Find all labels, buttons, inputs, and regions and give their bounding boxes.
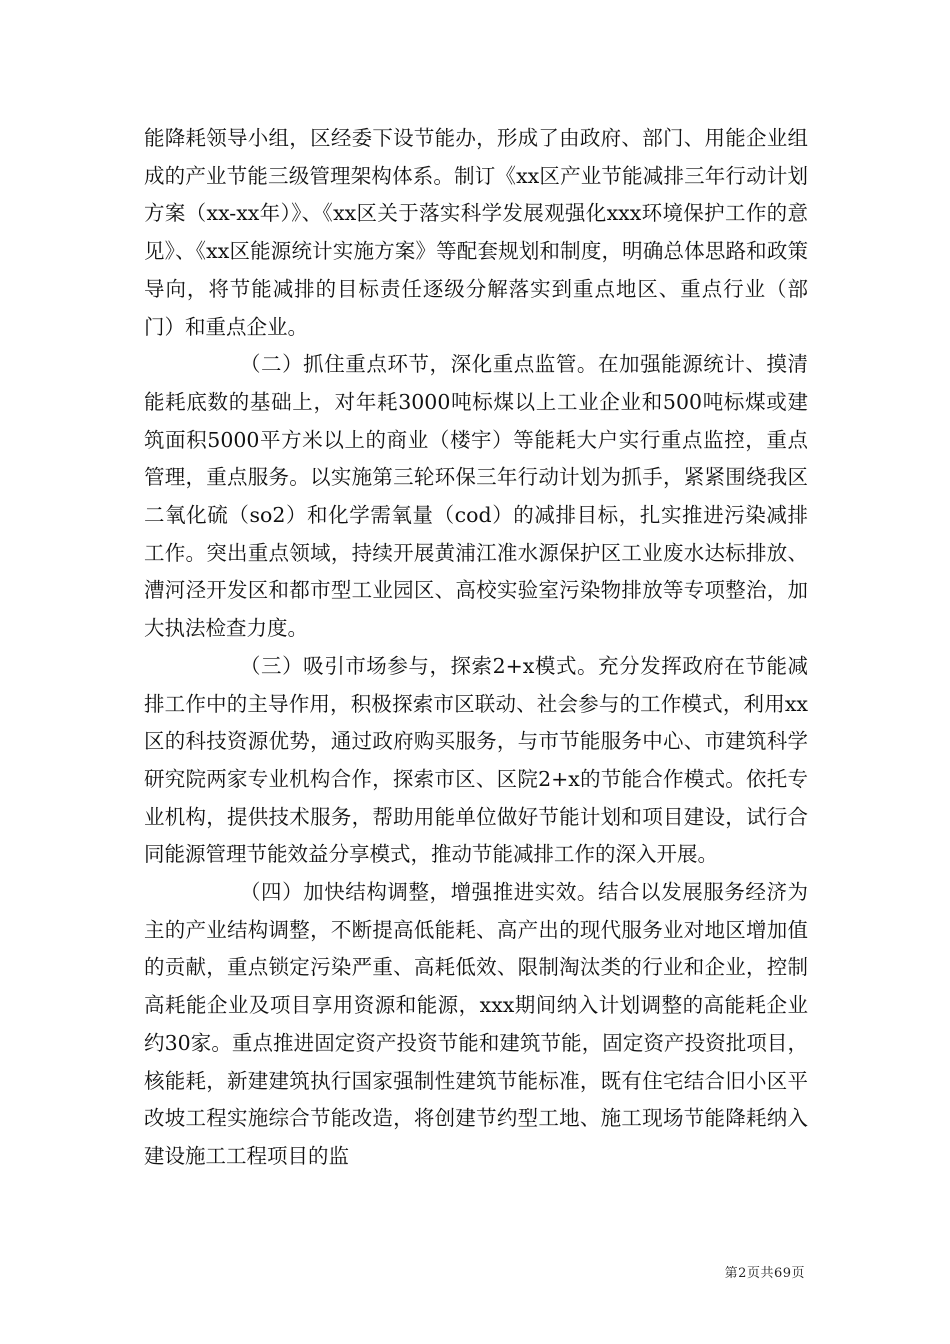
body-text [144, 120, 808, 1176]
paragraph-section-4: （四）加快结构调整，增强推进实效。结合以发展服务经济为主的产业结构调整，不断提高低能耗、高产出的现代服务业对地区增加值的贡献，重点锁定污染严重、高耗低效、限制淘汰类的行业和企业，控制高耗能企业及项目享用资源和能源，xxx期间纳入计划调整的高能耗企业约30家。重点推进固定资产投资节能和建筑节能，固定资产投资批项目，核能耗，新建建筑执行国家强制性建筑节能标准，既有住宅结合旧小区平改坡工程实施综合节能改造，将创建节约型工地、施工现场节能降耗纳入建设施工工程项目的监 [144, 880, 808, 1168]
page-number-footer: 第2页共69页 [724, 1266, 805, 1281]
paragraph-continuation: 能降耗领导小组，区经委下设节能办，形成了由政府、部门、用能企业组成的产业节能三级管理架构体系。制订《xx区产业节能减排三年行动计划方案（xx-xx年）》、《xx区关于落实科学发展观强化xxx环境保护工作的意见》、《xx区能源统计实施方案》等配套规划和制度，明确总体思路和政策导向，将节能减排的目标责任逐级分解落实到重点地区、重点行业（部门）和重点企业。 [144, 126, 808, 339]
paragraph-section-2: （二）抓住重点环节，深化重点监管。在加强能源统计、摸清能耗底数的基础上，对年耗3000吨标煤以上工业企业和500吨标煤或建筑面积5000平方米以上的商业（楼宇）等能耗大户实行重点监控，重点管理，重点服务。以实施第三轮环保三年行动计划为抓手，紧紧围绕我区二氧化硫（so2）和化学需氧量（cod）的减排目标，扎实推进污染减排工作。突出重点领域，持续开展黄浦江准水源保护区工业废水达标排放、漕河泾开发区和都市型工业园区、高校实验室污染物排放等专项整治，加大执法检查力度。 [144, 352, 808, 641]
paragraph-section-3: （三）吸引市场参与，探索2+x模式。充分发挥政府在节能减排工作中的主导作用，积极探索市区联动、社会参与的工作模式，利用xx区的科技资源优势，通过政府购买服务，与市节能服务中心、市建筑科学研究院两家专业机构合作，探索市区、区院2+x的节能合作模式。依托专业机构，提供技术服务，帮助用能单位做好节能计划和项目建设，试行合同能源管理节能效益分享模式，推动节能减排工作的深入开展。 [144, 653, 808, 867]
